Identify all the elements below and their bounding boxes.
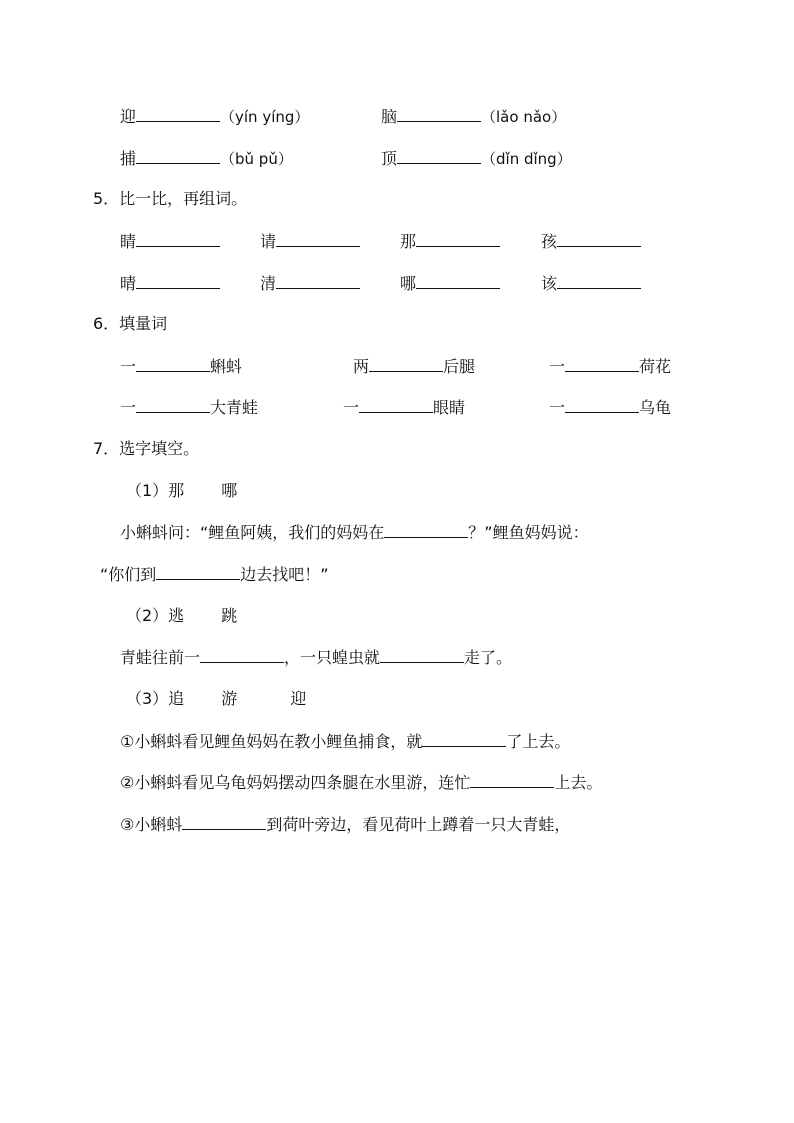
q7-part1-options: （1）那 哪: [126, 481, 238, 500]
answer-blank[interactable]: [384, 522, 468, 538]
q5-char: 请: [260, 232, 277, 251]
answer-blank[interactable]: [557, 273, 641, 289]
q4-char: 捕: [120, 149, 137, 168]
answer-blank[interactable]: [200, 647, 284, 663]
q6-pre: 一: [549, 357, 566, 376]
answer-blank[interactable]: [136, 397, 210, 413]
sentence-text: ①小蝌蚪看见鲤鱼妈妈在教小鲤鱼捕食，就: [120, 732, 423, 751]
answer-blank[interactable]: [359, 397, 433, 413]
q5-char: 睛: [120, 232, 137, 251]
answer-blank[interactable]: [369, 356, 443, 372]
answer-blank[interactable]: [565, 356, 639, 372]
q7-part1-line1: [120, 522, 589, 542]
sentence-text: ？”鲤鱼妈妈说：: [468, 523, 589, 542]
q4-char: 脑: [381, 107, 398, 126]
q6-item: [549, 397, 671, 418]
answer-blank[interactable]: [156, 564, 240, 580]
sentence-text: 小蝌蚪问：“鲤鱼阿姨，我们的妈妈在: [120, 523, 385, 542]
answer-blank[interactable]: [397, 106, 481, 122]
answer-blank[interactable]: [276, 273, 360, 289]
q4-char: 迎: [120, 107, 137, 126]
q6-post: 蝌蚪: [210, 357, 243, 376]
q5-char: 清: [260, 274, 277, 293]
sentence-text: 到荷叶旁边，看见荷叶上蹲着一只大青蛙，: [266, 815, 571, 834]
q5-item: [400, 231, 500, 252]
answer-blank[interactable]: [557, 231, 641, 247]
q7-part3-options: （3）追 游 迎: [126, 689, 307, 708]
q4-item: [120, 148, 293, 169]
answer-blank[interactable]: [397, 148, 481, 164]
q6-pre: 两: [353, 357, 370, 376]
sentence-text: 了上去。: [506, 732, 571, 751]
q6-post: 乌龟: [639, 398, 672, 417]
answer-blank[interactable]: [565, 397, 639, 413]
answer-blank[interactable]: [136, 273, 220, 289]
sentence-text: 边去找吧！”: [240, 565, 329, 584]
q4-pinyin: （bǔ pǔ）: [220, 150, 293, 168]
answer-blank[interactable]: [182, 814, 266, 830]
answer-blank[interactable]: [470, 772, 554, 788]
q5-char: 哪: [400, 274, 417, 293]
q6-pre: 一: [549, 398, 566, 417]
sentence-text: 青蛙往前一: [120, 648, 201, 667]
q7-part3-sentence-3: [120, 814, 570, 834]
q5-item: [120, 273, 220, 294]
q7-title: 7．选字填空。: [93, 439, 200, 458]
sentence-text: ，一只蝗虫就: [284, 648, 381, 667]
q6-post: 荷花: [639, 357, 672, 376]
sentence-text: ③小蝌蚪: [120, 815, 183, 834]
sentence-text: ②小蝌蚪看见乌龟妈妈摆动四条腿在水里游，连忙: [120, 773, 471, 792]
answer-blank[interactable]: [416, 231, 500, 247]
q6-item: [353, 356, 475, 377]
q6-pre: 一: [120, 357, 137, 376]
answer-blank[interactable]: [136, 106, 220, 122]
q5-item: [260, 273, 360, 294]
q5-item: [541, 273, 641, 294]
q6-item: [120, 397, 258, 418]
sentence-text: 上去。: [554, 773, 603, 792]
q6-post: 后腿: [443, 357, 476, 376]
q7-part2-options: （2）逃 跳: [126, 606, 238, 625]
q6-item: [343, 397, 465, 418]
sentence-text: “你们到: [100, 565, 157, 584]
q6-title: 6．填量词: [93, 314, 168, 333]
q4-item: [120, 106, 309, 127]
q4-item: [381, 106, 566, 127]
sentence-text: 走了。: [464, 648, 513, 667]
q7-part2-line: [120, 647, 512, 667]
q5-item: [260, 231, 360, 252]
q7-part3-sentence-2: [120, 772, 602, 792]
q5-char: 该: [541, 274, 558, 293]
answer-blank[interactable]: [276, 231, 360, 247]
q6-pre: 一: [343, 398, 360, 417]
answer-blank[interactable]: [136, 356, 210, 372]
q5-char: 晴: [120, 274, 137, 293]
answer-blank[interactable]: [422, 731, 506, 747]
q6-post: 眼睛: [433, 398, 466, 417]
q5-char: 孩: [541, 232, 558, 251]
q6-post: 大青蛙: [210, 398, 259, 417]
q7-part3-sentence-1: [120, 731, 570, 751]
q4-pinyin: （lǎo nǎo）: [481, 108, 567, 126]
answer-blank[interactable]: [136, 148, 220, 164]
answer-blank[interactable]: [136, 231, 220, 247]
q6-item: [120, 356, 242, 377]
q5-title: 5．比一比，再组词。: [93, 189, 248, 208]
q4-pinyin: （dǐn dǐng）: [481, 150, 572, 168]
q4-pinyin: （yín yíng）: [220, 108, 310, 126]
q5-char: 那: [400, 232, 417, 251]
answer-blank[interactable]: [416, 273, 500, 289]
q5-item: [400, 273, 500, 294]
q6-pre: 一: [120, 398, 137, 417]
q5-item: [541, 231, 641, 252]
q6-item: [549, 356, 671, 377]
q4-item: [381, 148, 572, 169]
answer-blank[interactable]: [380, 647, 464, 663]
q4-char: 顶: [381, 149, 398, 168]
q5-item: [120, 231, 220, 252]
q7-part1-line2: [100, 564, 329, 584]
